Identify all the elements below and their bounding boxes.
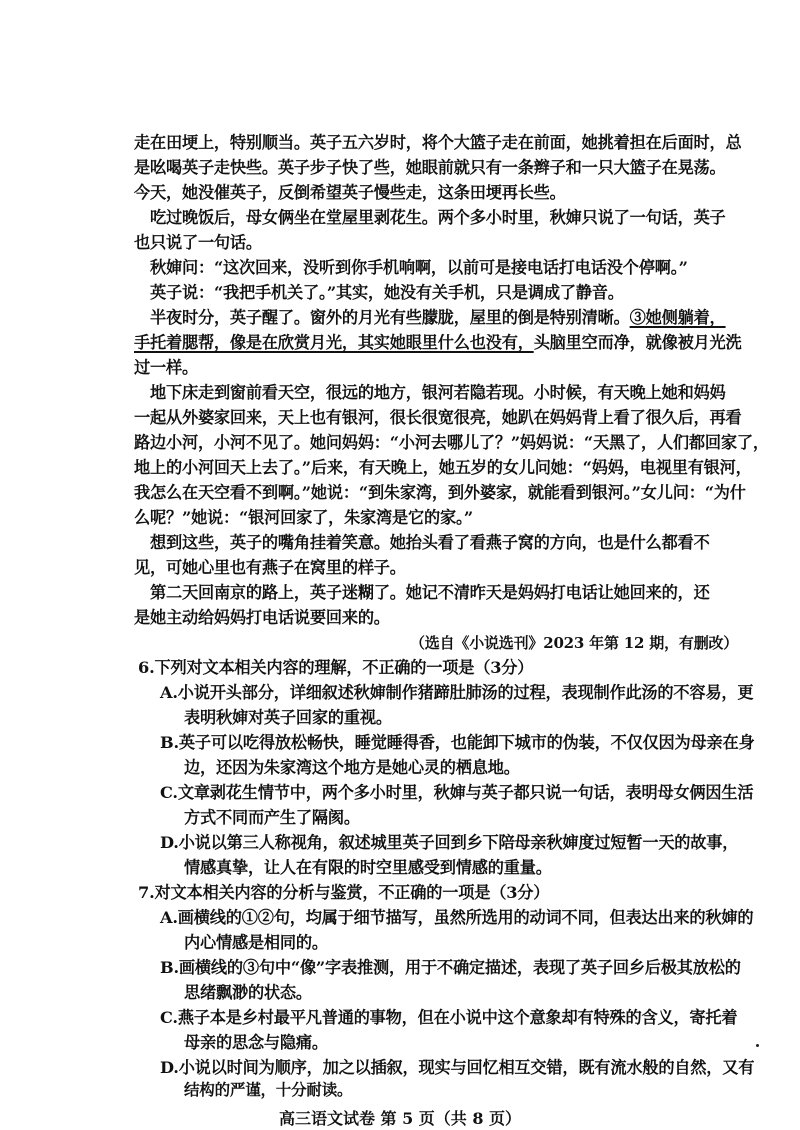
passage-text: 半夜时分，英子醒了。窗外的月光有些朦胧，屋里的倒是特别清晰。 xyxy=(150,308,630,327)
passage-line: 秋婶问：“这次回来，没听到你手机响啊，以前可是接电话打电话没个停啊。” xyxy=(150,258,688,277)
question-7-stem: 7.对文本相关内容的分析与鉴赏，不正确的一项是（3分） xyxy=(138,883,550,902)
passage-line: 今天，她没催英子，反倒希望英子慢些走，这条田埂再长些。 xyxy=(134,183,566,202)
passage-line: 是她主动给妈妈打电话说要回来的。 xyxy=(134,608,390,627)
scan-speck xyxy=(756,1044,759,1047)
passage-line: 我怎么在天空看不到啊。”她说：“到朱家湾，到外婆家，就能看到银河。”女儿问：“为什 xyxy=(134,483,746,502)
passage-text: 头脑里空而净，就像被月光洗 xyxy=(533,333,742,352)
passage-line: 过一样。 xyxy=(134,358,198,377)
q6-option-d-cont: 情感真挚，让人在有限的时空里感受到情感的重量。 xyxy=(184,858,552,877)
passage-line: 么呢？”她说：“银河回家了，朱家湾是它的家。” xyxy=(134,508,473,527)
passage-line: 路边小河，小河不见了。她问妈妈：“小河去哪儿了？”妈妈说：“天黑了，人们都回家了， xyxy=(134,433,769,452)
passage-line: 第二天回南京的路上，英子迷糊了。她记不清昨天是妈妈打电话让她回来的，还 xyxy=(150,583,710,602)
q6-option-a[interactable]: A.小说开头部分，详细叙述秋婶制作猪蹄肚肺汤的过程，表现制作此汤的不容易，更 xyxy=(160,683,754,702)
q7-option-c-cont: 母亲的思念与隐痛。 xyxy=(184,1033,328,1052)
q7-option-d-cont: 结构的严谨，十分耐读。 xyxy=(184,1080,353,1099)
underlined-sentence-3: 手托着腮帮，像是在欣赏月光，其实她眼里什么也没有， xyxy=(134,333,534,352)
passage-line xyxy=(134,333,742,353)
q7-option-b[interactable]: B.画横线的③句中“像”字表推测，用于不确定描述，表现了英子回乡后极其放松的 xyxy=(160,958,741,977)
q7-option-b-cont: 思绪飘渺的状态。 xyxy=(184,983,312,1002)
passage-line: 走在田埂上，特别顺当。英子五六岁时，将个大篮子走在前面，她挑着担在后面时，总 xyxy=(134,133,742,152)
underlined-sentence-3: ③她侧躺着， xyxy=(629,308,726,327)
q6-option-d[interactable]: D.小说以第三人称视角，叙述城里英子回到乡下陪母亲秋婶度过短暂一天的故事， xyxy=(160,833,739,852)
passage-line: 也只说了一句话。 xyxy=(134,233,262,252)
passage-line: 英子说：“我把手机关了。”其实，她没有关手机，只是调成了静音。 xyxy=(150,283,624,302)
passage-line xyxy=(150,308,726,328)
passage-line: 是吆喝英子走快些。英子步子快了些，她眼前就只有一条辫子和一只大篮子在晃荡。 xyxy=(134,158,726,177)
q7-option-a-cont: 内心情感是相同的。 xyxy=(184,933,328,952)
page-footer: 高三语文试卷 第 5 页（共 8 页） xyxy=(278,1109,522,1128)
passage-line: 地下床走到窗前看天空，很远的地方，银河若隐若现。小时候，有天晚上她和妈妈 xyxy=(150,383,726,402)
q7-option-c[interactable]: C.燕子本是乡村最平凡普通的事物，但在小说中这个意象却有特殊的含义，寄托着 xyxy=(160,1008,738,1027)
passage-line: 地上的小河回天上去了。”后来，有天晚上，她五岁的女儿问她：“妈妈，电视里有银河， xyxy=(134,458,752,477)
source-citation: （选自《小说选刊》2023 年第 12 期，有删改） xyxy=(410,634,739,652)
q6-option-b[interactable]: B.英子可以吃得放松畅快，睡觉睡得香，也能卸下城市的伪装，不仅仅因为母亲在身 xyxy=(160,733,755,752)
passage-line: 想到这些，英子的嘴角挂着笑意。她抬头看了看燕子窝的方向，也是什么都看不 xyxy=(150,533,710,552)
q7-option-d[interactable]: D.小说以时间为顺序，加之以插叙，现实与回忆相互交错，既有流水般的自然，又有 xyxy=(160,1058,755,1077)
passage-line: 见，可她心里也有燕子在窝里的样子。 xyxy=(134,558,406,577)
q6-option-b-cont: 边，还因为朱家湾这个地方是她心灵的栖息地。 xyxy=(184,758,520,777)
q6-option-c[interactable]: C.文章剥花生情节中，两个多小时里，秋婶与英子都只说一句话，表明母女俩因生活 xyxy=(160,783,754,802)
passage-line: 一起从外婆家回来，天上也有银河，很长很宽很亮，她趴在妈妈背上看了很久后，再看 xyxy=(134,408,742,427)
passage-line: 吃过晚饭后，母女俩坐在堂屋里剥花生。两个多小时里，秋婶只说了一句话，英子 xyxy=(150,208,726,227)
q6-option-c-cont: 方式不同而产生了隔阂。 xyxy=(184,808,360,827)
question-6-stem: 6.下列对文本相关内容的理解，不正确的一项是（3分） xyxy=(138,658,534,677)
q6-option-a-cont: 表明秋婶对英子回家的重视。 xyxy=(184,708,392,727)
q7-option-a[interactable]: A.画横线的①②句，均属于细节描写，虽然所选用的动词不同，但表达出来的秋婶的 xyxy=(160,908,754,927)
